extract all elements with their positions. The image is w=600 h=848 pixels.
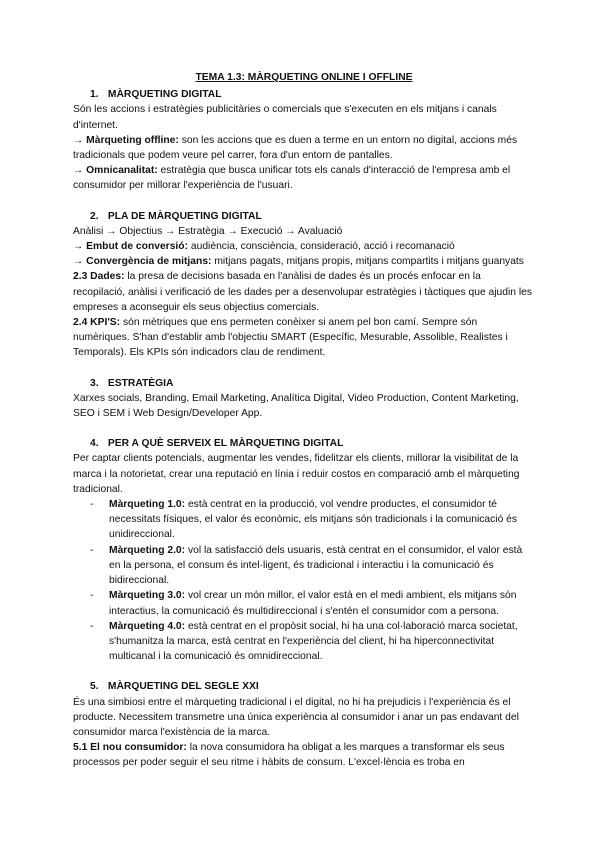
term-label: Màrqueting 2.0: <box>109 544 186 556</box>
section-title: MÀRQUETING DIGITAL <box>107 89 222 101</box>
section-number: 2. <box>90 210 99 222</box>
term-text: la nova consumidora ha obligat a les marques a transformar els seus processos per poder seguir el seu ritme i hàbits de consum. L'excel·lència es troba en <box>73 742 505 769</box>
kpi-paragraph <box>73 315 535 361</box>
section-3-heading <box>73 376 535 391</box>
term-text: la presa de decisions basada en l'anàlisi de dades és un procés enfocar en la recopilació, anàlisi i verificació de les dades per a desenvolupar estratègies i tàctiques que ajudin les empreses a aconseguir els seus objectius comercials. <box>73 271 533 313</box>
section-title: PLA DE MÀRQUETING DIGITAL <box>107 210 262 222</box>
section-2-heading <box>73 209 535 224</box>
term-label: 2.3 Dades: <box>73 271 125 283</box>
term-text: vol la satisfacció dels usuaris, està centrat en el consumidor, el valor està en la persona, el consum és intel·ligent, és tradicional i interactiu i la comunicació és bidireccional. <box>109 544 523 587</box>
term-label: → Màrqueting offline: <box>73 134 179 146</box>
section-title: MÀRQUETING DEL SEGLE XXI <box>107 681 259 693</box>
term-label: Màrqueting 3.0: <box>109 590 186 602</box>
term-text: està centrat en el propòsit social, hi ha una col·laboració marca societat, s'humanitza la marca, està centrat en l'experiència del client, hi ha hiperconnectivitat multicanal i la comunicació és omnidireccional. <box>109 620 518 663</box>
data-paragraph <box>73 269 535 315</box>
section-number: 3. <box>90 377 99 389</box>
list-item <box>73 497 535 543</box>
term-label: 2.4 KPI'S: <box>73 317 121 329</box>
list-item <box>73 619 535 665</box>
section-4-heading <box>73 436 535 451</box>
section-title: PER A QUÈ SERVEIX EL MÀRQUETING DIGITAL <box>107 438 344 450</box>
section-title: ESTRATÈGIA <box>107 377 174 389</box>
strategy-paragraph: Xarxes socials, Branding, Email Marketing, Analítica Digital, Video Production, Content Marketing, SEO i SEM i Web Design/Developer App. <box>73 392 519 420</box>
plan-flow: Anàlisi → Objectius → Estratègia → Execució → Avaluació <box>73 225 343 237</box>
section-1-heading <box>73 87 535 102</box>
list-item <box>73 543 535 589</box>
term-text: està centrat en la producció, vol vendre productes, el consumidor té necessitats físiques, el valor és econòmic, els mitjans són tradicionals i la comunicació és unidireccional. <box>109 499 518 541</box>
term-label: → Omnicanalitat: <box>73 165 158 177</box>
term-label: → Embut de conversió: <box>73 241 189 253</box>
omnichannel-paragraph <box>73 163 535 193</box>
funnel-paragraph <box>73 239 535 254</box>
term-text: son les accions que es duen a terme en un entorn no digital, accions més tradicionals que podem veure pel carrer, fora d'un entorn de pantalles. <box>73 134 518 162</box>
new-consumer-paragraph <box>73 740 535 770</box>
section-number: 5. <box>90 681 99 693</box>
term-text: audiència, consciència, consideració, acció i recomanació <box>188 241 455 253</box>
section-number: 1. <box>90 89 99 101</box>
term-label: Màrqueting 4.0: <box>109 620 186 632</box>
page-title: TEMA 1.3: MÀRQUETING ONLINE I OFFLINE <box>195 72 413 83</box>
term-label: Màrqueting 1.0: <box>109 499 186 511</box>
offline-paragraph <box>73 133 535 163</box>
term-label: → Convergència de mitjans: <box>73 256 212 268</box>
term-text: estratègia que busca unificar tots els canals d'interacció de l'empresa amb el consumidor per millorar l'experiència de l'usuari. <box>73 165 511 192</box>
section-5-intro: És una simbiosi entre el màrqueting tradicional i el digital, no hi ha prejudicis i l'experiència és el producte. Necessitem transmetre una única experiència al consumidor i anar un pas endavant del consumidor marca l'existència de la marca. <box>73 696 519 738</box>
list-item <box>73 588 535 618</box>
media-convergence-paragraph <box>73 254 535 269</box>
section-4-intro: Per captar clients potencials, augmentar les vendes, fidelitzar els clients, millorar la visibilitat de la marca i la notorietat, crear una reputació en línia i reduir costos en comparació amb el màrqueting tradicional. <box>73 453 520 495</box>
term-text: són mètriques que ens permeten conèixer si anem pel bon camí. Sempre són numèriques. S'han d'establir amb l'objectiu SMART (Específic, Mesurable, Assolible, Realistes i Temporals). Els KPIs són indicadors clau de rendiment. <box>73 317 508 359</box>
marketing-versions-list <box>73 497 535 664</box>
term-text: vol crear un món millor, el valor està en el medi ambient, els mitjans són interactius, la comunicació és multidireccional i s'entén el consumidor com a persona. <box>109 590 517 617</box>
section-1-intro: Són les accions i estratègies publicitàries o comercials que s'executen en els mitjans i canals d'internet. <box>73 104 497 131</box>
section-number: 4. <box>90 438 99 450</box>
term-label: 5.1 El nou consumidor: <box>73 742 187 754</box>
document-page <box>73 70 535 771</box>
section-5-heading <box>73 679 535 694</box>
term-text: mitjans pagats, mitjans propis, mitjans compartits i mitjans guanyats <box>211 256 524 268</box>
